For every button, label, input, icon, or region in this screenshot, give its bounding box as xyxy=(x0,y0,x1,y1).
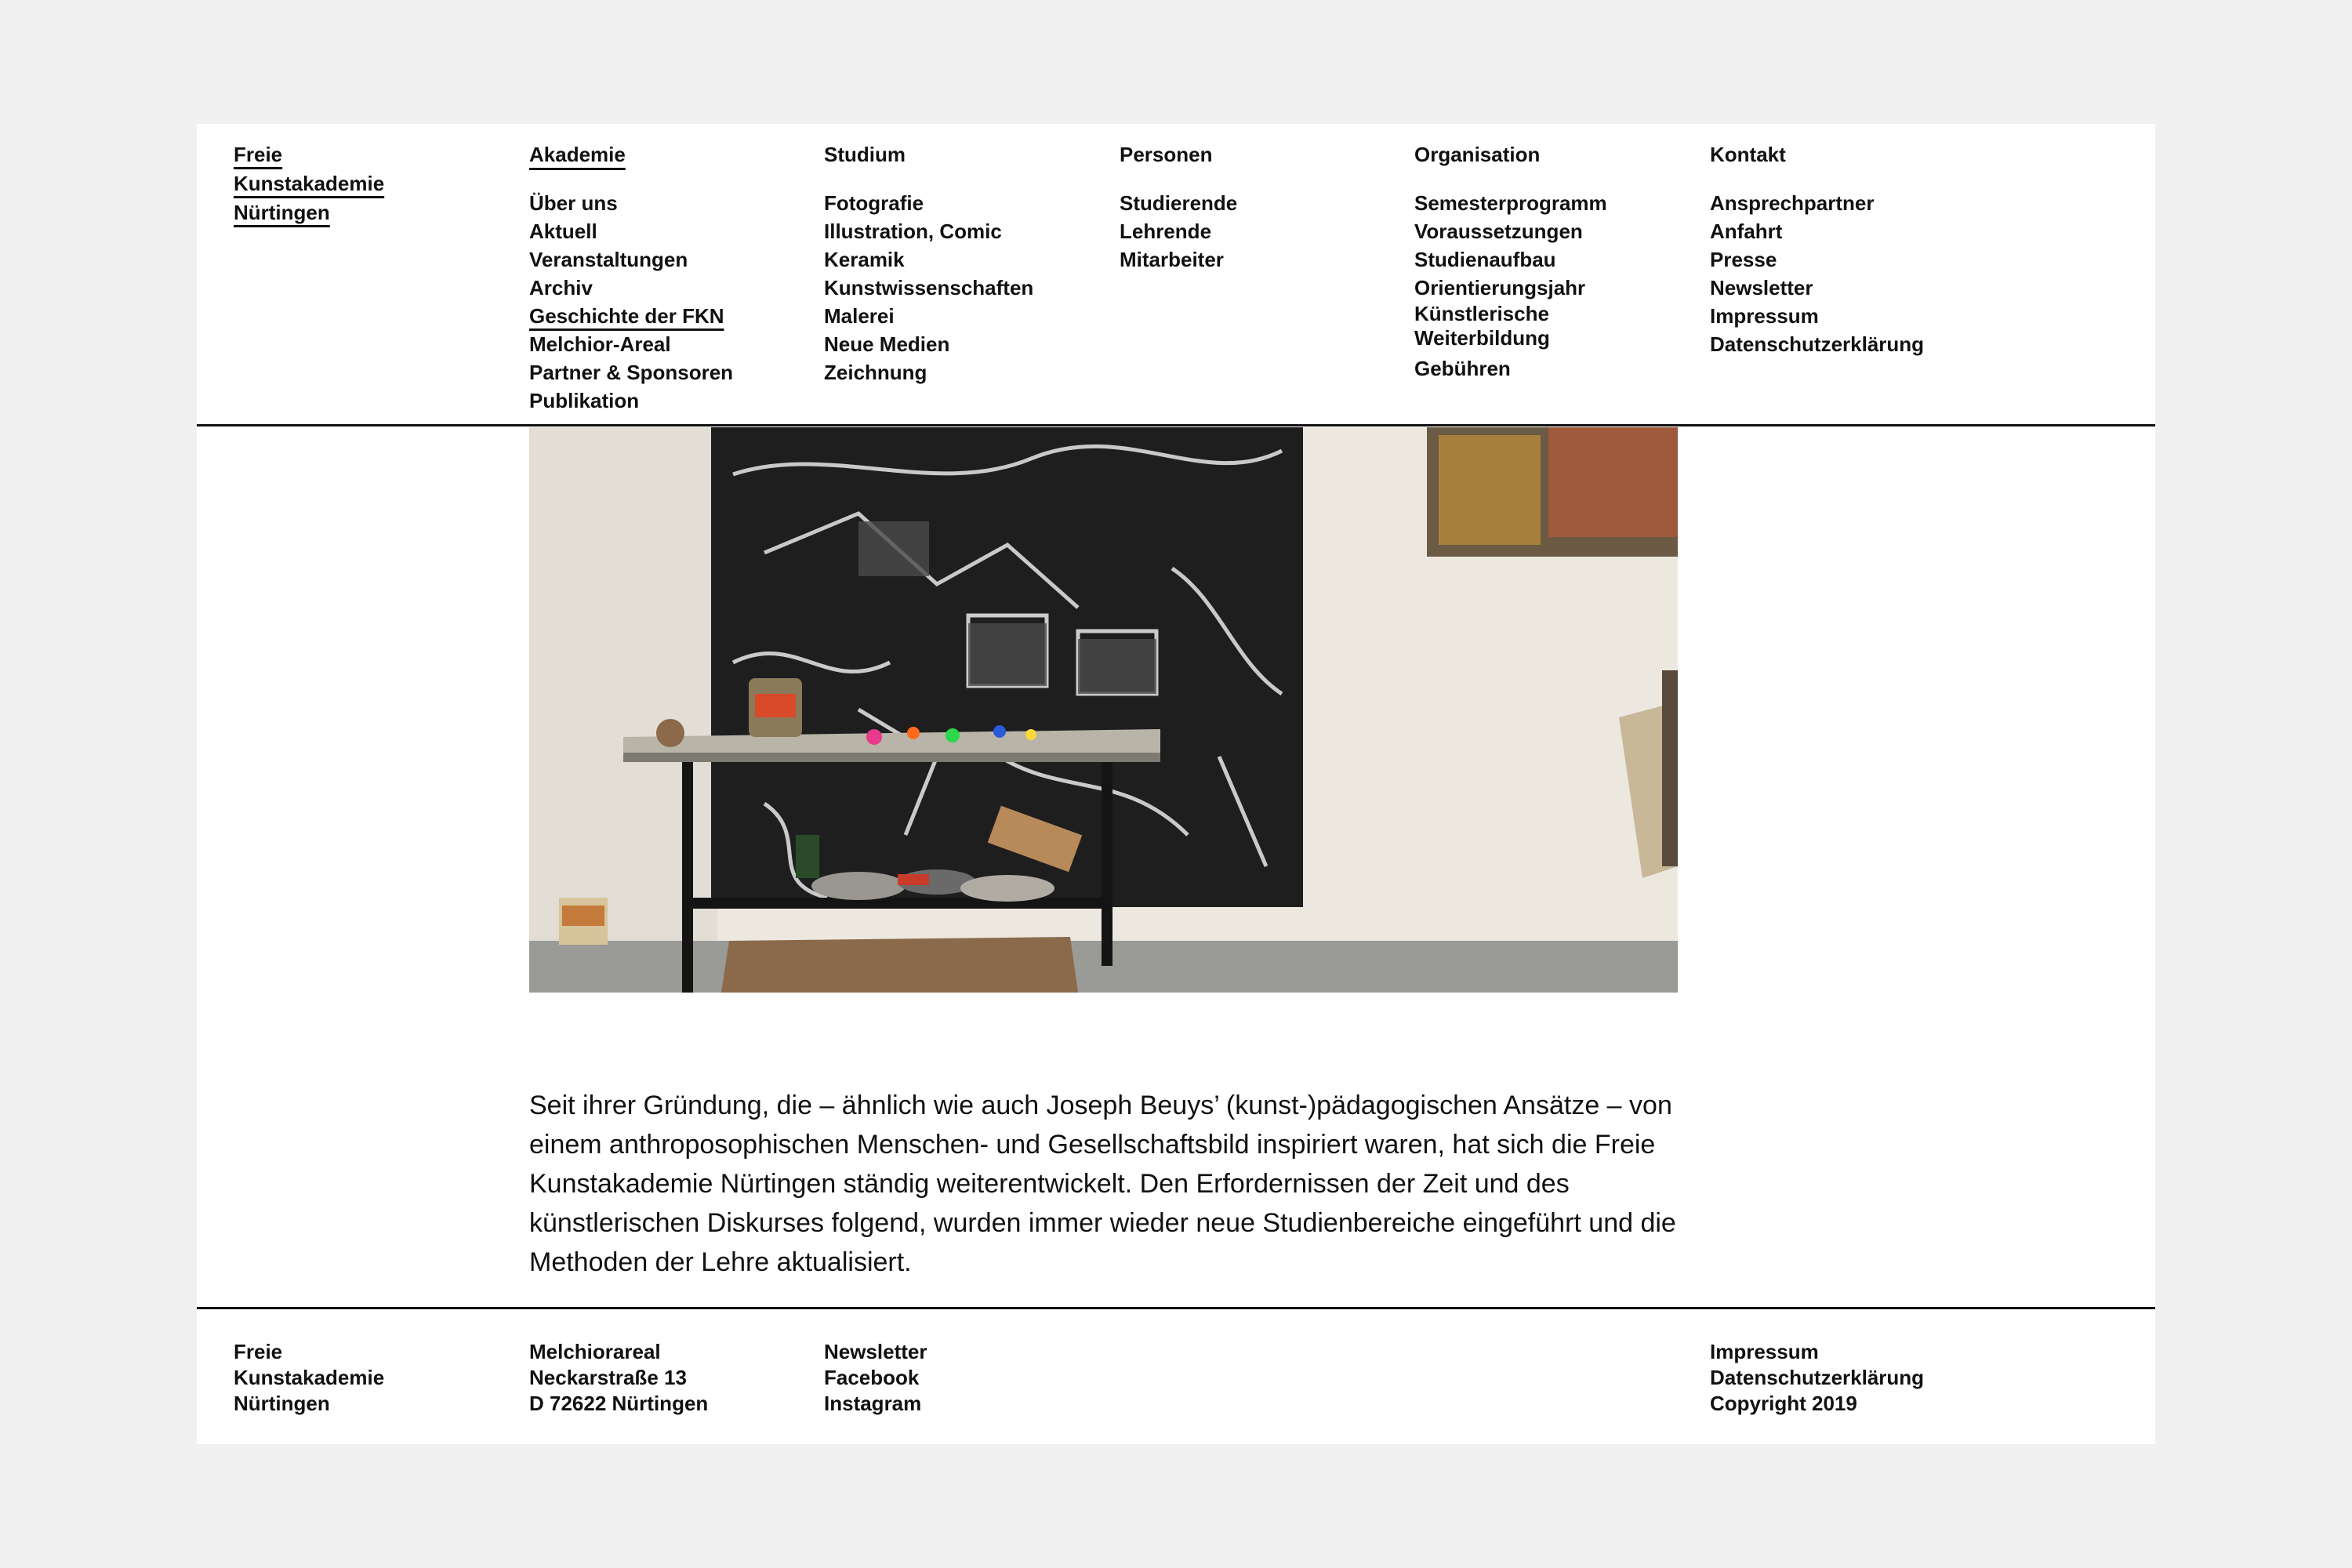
footer-address-line-1: Melchiorareal xyxy=(529,1340,661,1363)
footer-copyright: Copyright 2019 xyxy=(1710,1392,1857,1415)
nav-item-neue-medien[interactable]: Neue Medien xyxy=(824,332,950,356)
nav-item-ansprechpartner[interactable]: Ansprechpartner xyxy=(1710,191,1875,215)
footer-address xyxy=(529,1339,708,1417)
nav-item-melchior-areal[interactable]: Melchior-Areal xyxy=(529,332,671,356)
nav-item-partner[interactable]: Partner & Sponsoren xyxy=(529,361,734,384)
footer-legal xyxy=(1710,1339,1924,1417)
studio-photo xyxy=(529,427,1678,993)
nav-item-newsletter[interactable]: Newsletter xyxy=(1710,276,1813,299)
footer-link-instagram[interactable]: Instagram xyxy=(824,1392,922,1415)
nav-item-geschichte[interactable]: Geschichte der FKN xyxy=(529,304,724,328)
logo-line-3[interactable]: Nürtingen xyxy=(234,201,330,224)
nav-column-akademie xyxy=(529,140,733,415)
footer-brand-line-3: Nürtingen xyxy=(234,1392,330,1415)
site-logo[interactable] xyxy=(234,140,384,227)
nav-item-presse[interactable]: Presse xyxy=(1710,248,1777,271)
nav-item-kuenstlerische-weiterbildung[interactable]: Künstlerische Weiterbildung xyxy=(1414,302,1550,350)
main-navigation xyxy=(197,124,2155,425)
nav-item-anfahrt[interactable]: Anfahrt xyxy=(1710,220,1783,243)
nav-item-gebuehren[interactable]: Gebühren xyxy=(1414,357,1511,380)
nav-item-lehrende[interactable]: Lehrende xyxy=(1120,220,1212,243)
nav-heading-kontakt[interactable]: Kontakt xyxy=(1710,143,1786,166)
nav-heading-studium[interactable]: Studium xyxy=(824,143,906,166)
header-divider xyxy=(197,424,2155,426)
nav-item-keramik[interactable]: Keramik xyxy=(824,248,905,271)
footer-divider xyxy=(197,1307,2155,1309)
nav-heading-akademie[interactable]: Akademie xyxy=(529,143,626,166)
page xyxy=(197,124,2155,1444)
nav-item-illustration[interactable]: Illustration, Comic xyxy=(824,220,1002,243)
nav-heading-personen[interactable]: Personen xyxy=(1120,143,1213,166)
nav-column-studium xyxy=(824,140,1033,387)
nav-column-kontakt xyxy=(1710,140,1924,358)
intro-paragraph: Seit ihrer Gründung, die – ähnlich wie auch Joseph Beuys’ (kunst-)pädagogischen Ansätze – von einem anthroposophischen Menschen- und Gesellschaftsbild inspiriert waren, hat sich die Freie Kunstakademie Nürtingen ständig weiterentwickelt. Den Erfordernissen der Zeit und des künstlerischen Diskurses folgend, wurden immer wieder neue Studienbereiche eingeführt und die Methoden der Lehre aktualisiert. xyxy=(529,1091,1676,1277)
nav-item-semesterprogramm[interactable]: Semesterprogramm xyxy=(1414,191,1607,215)
nav-item-mitarbeiter[interactable]: Mitarbeiter xyxy=(1120,248,1224,271)
nav-item-datenschutz[interactable]: Datenschutzerklärung xyxy=(1710,332,1925,356)
footer-brand xyxy=(234,1339,384,1417)
nav-heading-organisation[interactable]: Organisation xyxy=(1414,143,1541,166)
nav-item-impressum[interactable]: Impressum xyxy=(1710,304,1819,328)
nav-item-zeichnung[interactable]: Zeichnung xyxy=(824,361,927,384)
footer-brand-line-2: Kunstakademie xyxy=(234,1366,385,1389)
nav-item-veranstaltungen[interactable]: Veranstaltungen xyxy=(529,248,688,271)
logo-line-2[interactable]: Kunstakademie xyxy=(234,172,385,195)
footer-link-newsletter[interactable]: Newsletter xyxy=(824,1340,927,1363)
footer-brand-line-1: Freie xyxy=(234,1340,283,1363)
nav-item-studienaufbau[interactable]: Studienaufbau xyxy=(1414,248,1556,271)
nav-column-personen xyxy=(1120,140,1237,274)
nav-column-organisation xyxy=(1414,140,1607,383)
nav-item-archiv[interactable]: Archiv xyxy=(529,276,593,299)
nav-item-kunstwissenschaften[interactable]: Kunstwissenschaften xyxy=(824,276,1034,299)
footer-link-impressum[interactable]: Impressum xyxy=(1710,1340,1819,1363)
nav-item-fotografie[interactable]: Fotografie xyxy=(824,191,924,215)
nav-item-studierende[interactable]: Studierende xyxy=(1120,191,1238,215)
footer-social xyxy=(824,1339,927,1417)
footer-link-datenschutz[interactable]: Datenschutzerklärung xyxy=(1710,1366,1925,1389)
nav-item-aktuell[interactable]: Aktuell xyxy=(529,220,597,243)
footer-link-facebook[interactable]: Facebook xyxy=(824,1366,920,1389)
nav-item-ueber-uns[interactable]: Über uns xyxy=(529,191,618,215)
nav-item-voraussetzungen[interactable]: Voraussetzungen xyxy=(1414,220,1583,243)
nav-item-publikation[interactable]: Publikation xyxy=(529,389,640,412)
nav-item-malerei[interactable]: Malerei xyxy=(824,304,895,328)
footer-address-line-3: D 72622 Nürtingen xyxy=(529,1392,709,1415)
nav-item-orientierungsjahr[interactable]: Orientierungsjahr xyxy=(1414,276,1586,299)
logo-line-1[interactable]: Freie xyxy=(234,143,283,166)
footer-address-line-2: Neckarstraße 13 xyxy=(529,1366,687,1389)
